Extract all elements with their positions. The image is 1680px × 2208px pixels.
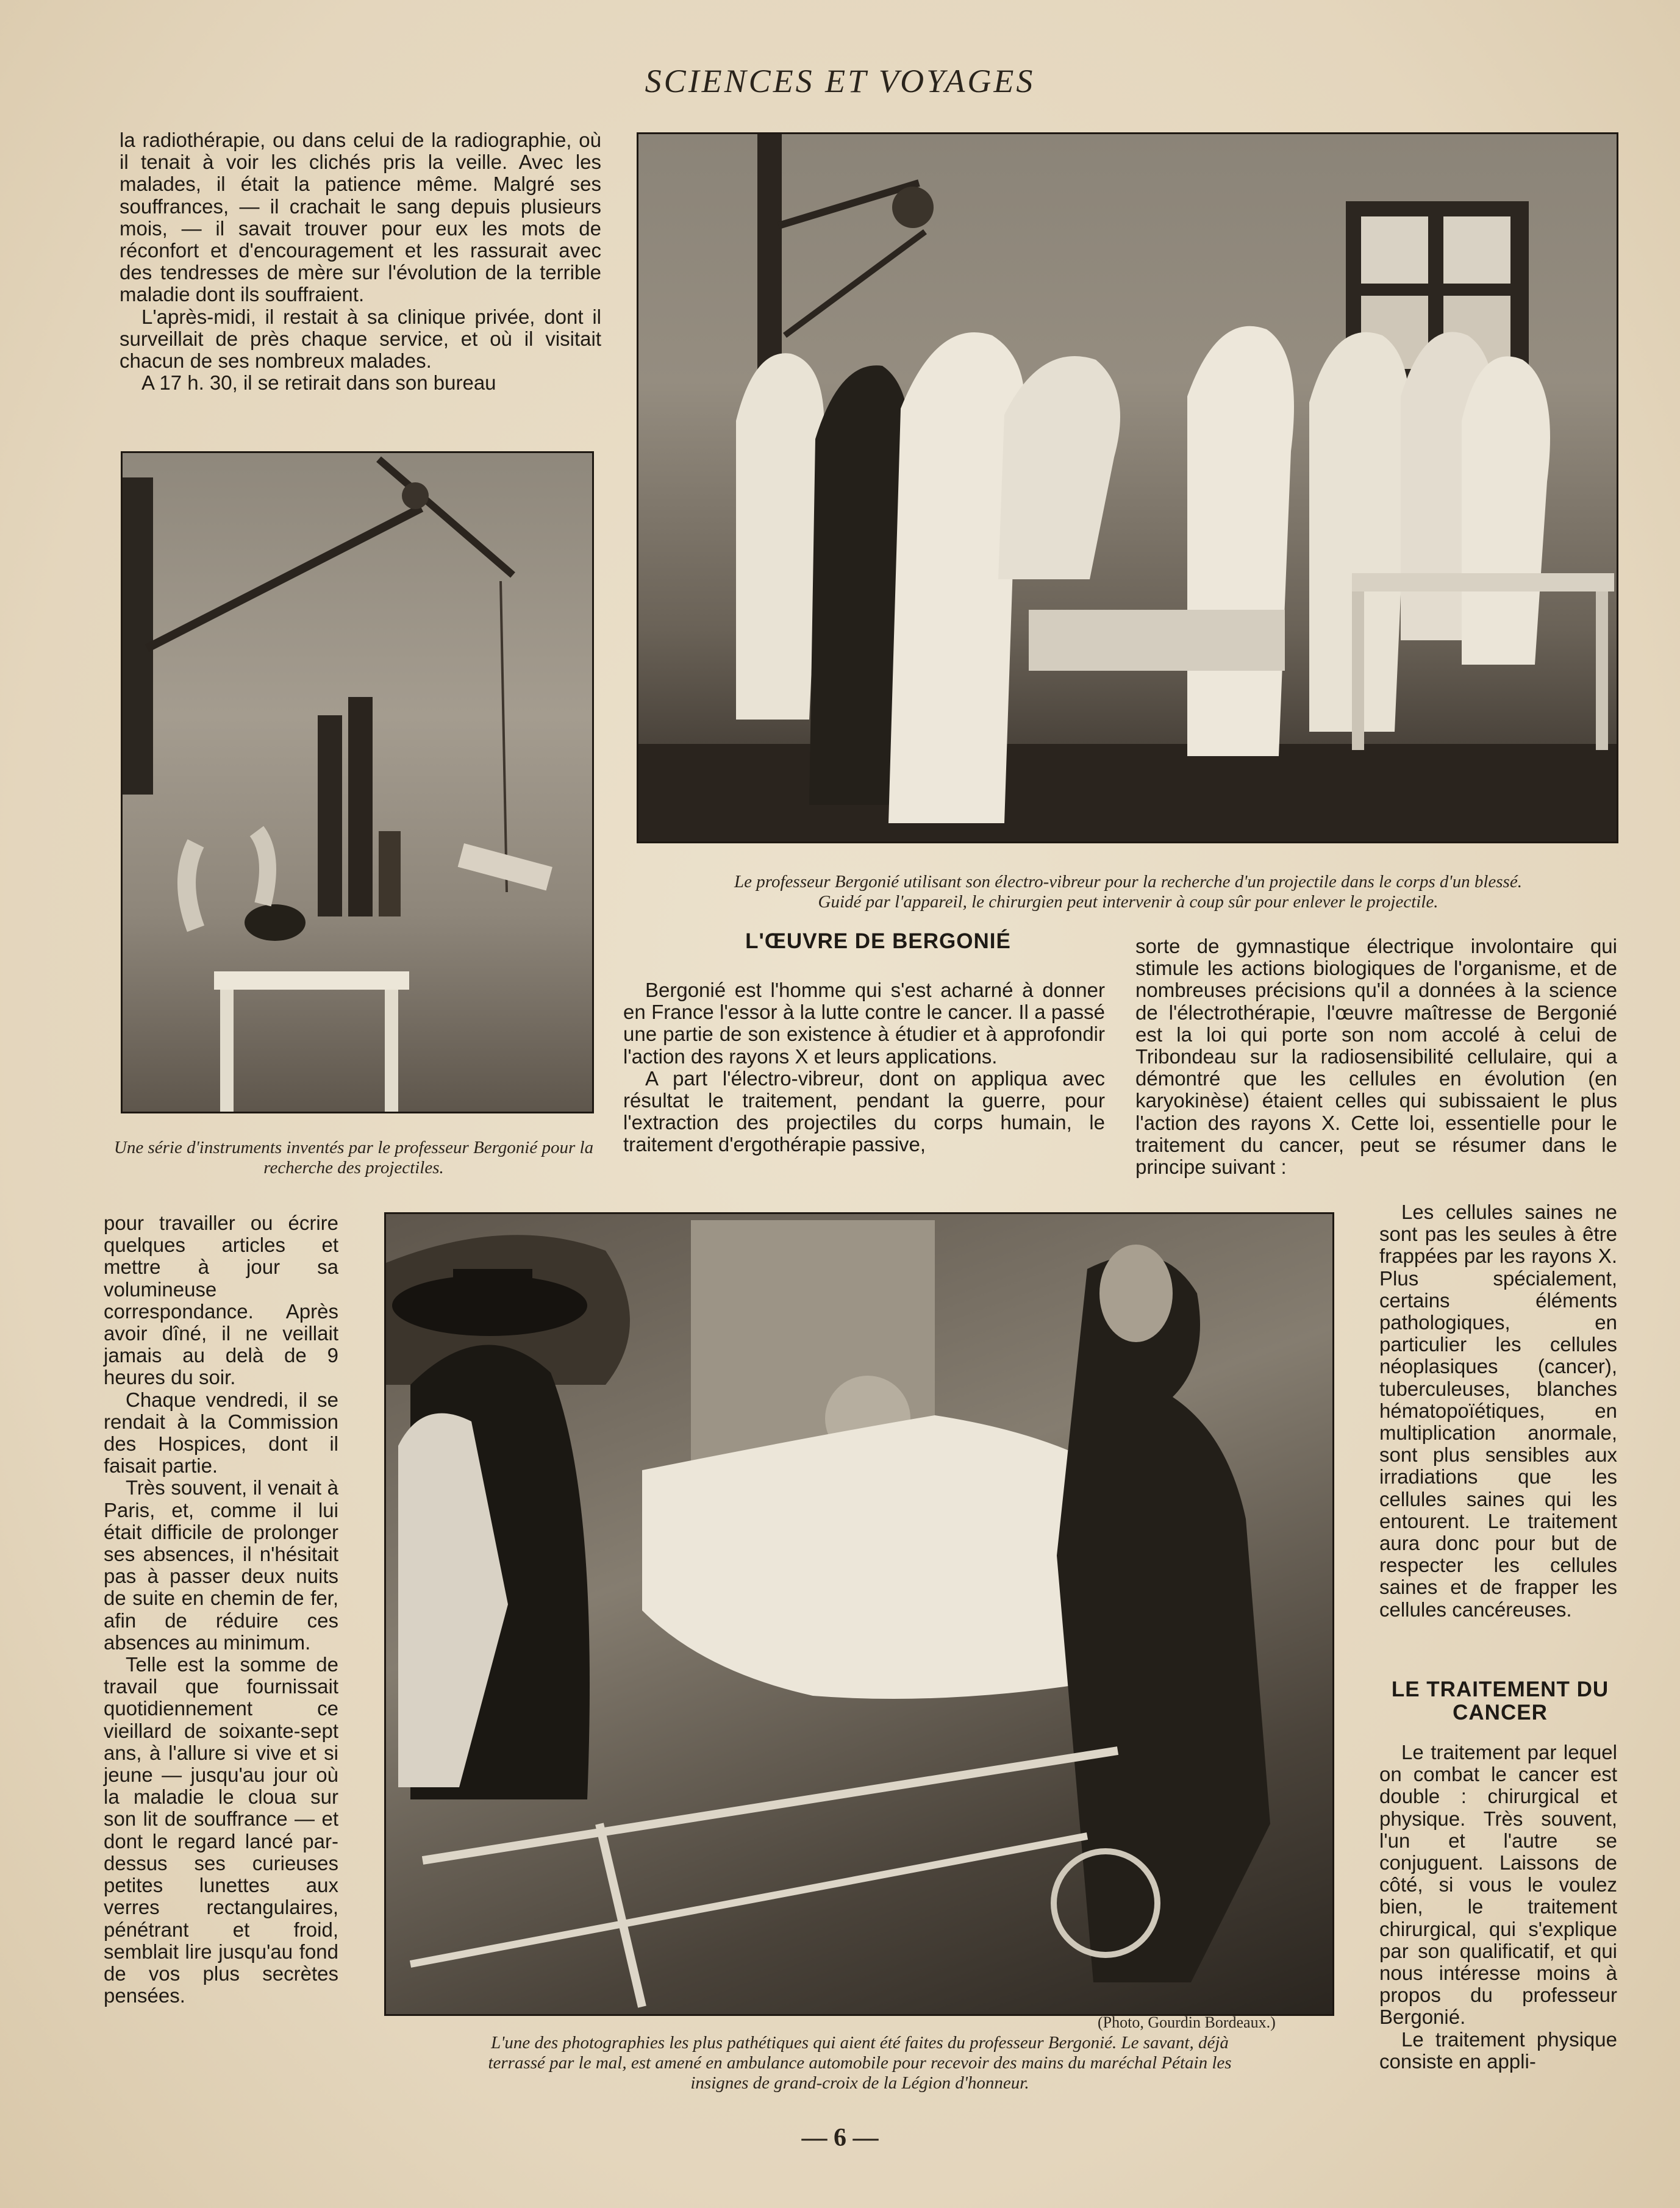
caption-operation-line2: Guidé par l'appareil, le chirurgien peut intervenir à coup sûr pour enlever le projectile. [818, 892, 1439, 912]
column-left-bottom [104, 1212, 338, 2007]
paragraph: Le traitement physique consiste en appli- [1379, 2028, 1617, 2073]
paragraph: la radiothérapie, ou dans celui de la radiographie, où il tenait à voir les clichés pris la veille. Avec les malades, il était la patience même. Malgré ses souffrances, — il crachait le sang depuis plusieurs mois, — il savait trouver pour eux les mots de réconfort et d'encouragement et les rassurait avec des tendresses de mère sur l'évolution de la terrible maladie dont ils souffraient. [120, 129, 601, 306]
column-right-section1 [1135, 935, 1617, 1178]
caption-ambulance-line3: insignes de grand-croix de la Légion d'honneur. [690, 2073, 1029, 2093]
paragraph: Le traitement par lequel on combat le cancer est double : chirurgical et physique. Très souvent, l'un et l'autre se conjuguent. Laissons de côté, si vous le voulez bien, le traitement chirurgical, qui s'explique par son qualificatif, et qui nous intéresse moins à propos du professeur Bergonié. [1379, 1741, 1617, 2029]
photo-operation [637, 132, 1618, 843]
operation-illustration [638, 134, 1617, 841]
photo-instruments [121, 451, 594, 1113]
caption-ambulance-line2: terrassé par le mal, est amené en ambulance automobile pour recevoir des mains du maréchal Pétain les [488, 2053, 1232, 2073]
paragraph: A 17 h. 30, il se retirait dans son bureau [141, 371, 496, 395]
column-left-top [120, 129, 601, 394]
paragraph: Chaque vendredi, il se rendait à la Commission des Hospices, dont il faisait partie. [104, 1388, 338, 1477]
paragraph: Les cellules saines ne sont pas les seules à être frappées par les rayons X. Plus spécialement, certains éléments pathologiques, en particulier les cellules néoplasiques (cancer), tuberculeuses, blanches hématopoïétiques, en multiplication anormale, sont plus sensibles aux irradiations que les cellules saines qui les entourent. Le traitement aura donc pour but de respecter les cellules saines et de frapper les cellules cancéreuses. [1379, 1201, 1617, 1621]
column-middle-section1 [623, 979, 1105, 1156]
caption-operation-line1: Le professeur Bergonié utilisant son électro-vibreur pour la recherche d'un projectile dans le corps d'un blessé. [734, 872, 1522, 891]
paragraph: A part l'électro-vibreur, dont on appliqua avec résultat le traitement, pendant la guerre, pour l'extraction des projectiles du corps humain, le traitement d'ergothérapie passive, [623, 1066, 1105, 1156]
caption-instruments: Une série d'instruments inventés par le professeur Bergonié pour la recherche des projectiles. [113, 1138, 594, 1177]
paragraph: L'après-midi, il restait à sa clinique privée, dont il surveillait de près chaque service, et où il visitait chacun de ses nombreux malades. [120, 305, 601, 373]
instruments-illustration [123, 453, 592, 1112]
paragraph: Très souvent, il venait à Paris, et, comme il lui était difficile de prolonger ses absences, il n'hésitait pas à passer deux nuits de suite en chemin de fer, afin de réduire ces absences au minimum. [104, 1476, 338, 1654]
paragraph: Bergonié est l'homme qui s'est acharné à donner en France l'essor à la lutte contre le cancer. Il a passé une partie de son existence à étudier et à approfondir l'action des rayons X et leurs applications. [623, 979, 1105, 1068]
photo-ambulance [384, 1212, 1334, 2016]
column-right-bottom [1379, 1201, 1617, 1621]
section-heading-traitement: LE TRAITEMENT DU CANCER [1391, 1677, 1609, 1724]
page-number: — 6 — [801, 2124, 879, 2152]
section-heading-oeuvre: L'ŒUVRE DE BERGONIÉ [745, 929, 1011, 953]
page-header-title: SCIENCES ET VOYAGES [645, 63, 1035, 99]
paragraph: sorte de gymnastique électrique involontaire qui stimule les actions biologiques de l'organisme, et de nombreuses précisions qu'il a données à la science de l'électrothérapie, l'œuvre maîtresse de Bergonié est la loi qui porte son nom accolé à celui de Tribondeau sur la radiosensibilité cellulaire, qui a démontré que les cellules en évolution (en karyokinèse) étaient celles qui subissaient le plus l'action des rayons X. Cette loi, essentielle pour le traitement du cancer, peut se résumer dans le principe suivant : [1135, 935, 1617, 1179]
caption-ambulance-line1: L'une des photographies les plus pathétiques qui aient été faites du professeur Bergonié. Le savant, déjà [491, 2033, 1229, 2053]
photo-credit: (Photo, Gourdin Bordeaux.) [1098, 2013, 1276, 2031]
column-right-section2 [1379, 1742, 1617, 2073]
paragraph: Telle est la somme de travail que fournissait quotidiennement ce vieillard de soixante-sept ans, à l'allure si vive et si jeune — jusqu'au jour où la maladie le cloua sur son lit de souffrance — et dont le regard lancé par-dessus ses curieuses petites lunettes aux verres rectangulaires, pénétrant et froid, semblait lire jusqu'au fond de vos plus secrètes pensées. [104, 1653, 338, 2007]
paragraph: pour travailler ou écrire quelques articles et mettre à jour sa volumineuse correspondance. Après avoir dîné, il ne veillait jamais au delà de 9 heures du soir. [104, 1212, 338, 1389]
ambulance-illustration [386, 1214, 1332, 2014]
